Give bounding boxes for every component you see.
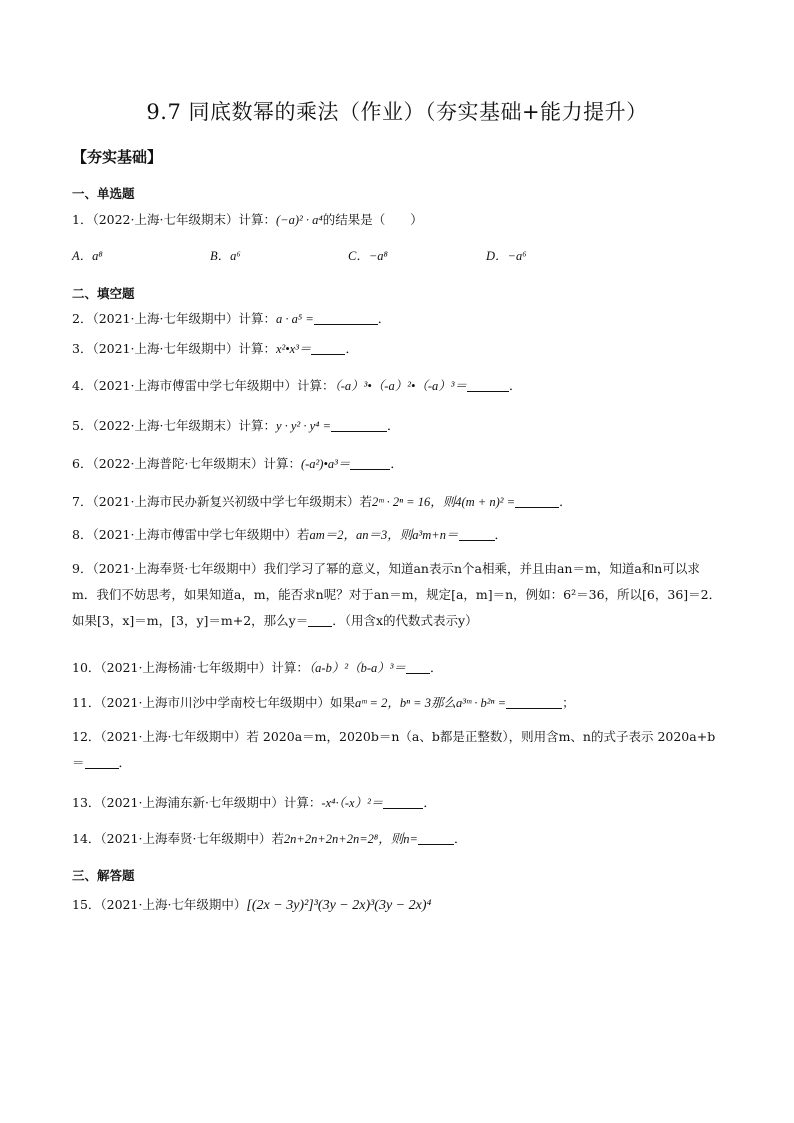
heading-solve: 三、解答题 (72, 868, 135, 883)
question-9 (72, 556, 722, 634)
q5-expression: y · y² · y⁴ = (275, 419, 332, 433)
q12-text: （2021·上海·七年级期中）若 2020a＝m，2020b＝n（a、b都是正整数），则用含m、n的式子表示 2020a+b＝ (72, 729, 716, 770)
q14-num: 14． (72, 831, 101, 846)
q15-num: 15． (72, 897, 101, 912)
q15-expression: [(2x − 3y)²]³(3y − 2x)³(3y − 2x)⁴ (246, 898, 432, 913)
q10-num: 10． (72, 660, 101, 675)
option-a: A．a⁸ (72, 249, 103, 263)
question-12: 12．（2021·上海·七年级期中）若 2020a＝m，2020b＝n（a、b都是正整数），则用含m、n的式子表示 2020a+b＝ ． (72, 729, 716, 770)
question-8: 8．（2021·上海市傅雷中学七年级期中）若am＝2，an＝3，则a³m+n＝ ． (72, 527, 508, 542)
q12-num: 12． (72, 729, 101, 744)
q2-expression: a · a⁵ = (275, 312, 314, 326)
question-4: 4．（2021·上海市傅雷中学七年级期中）计算：（-a）³•（-a）²•（-a）³＝ ． (72, 378, 522, 393)
q1-tail: 的结果是（ ） (322, 212, 423, 227)
answer-blank (418, 830, 454, 845)
section-label: 【夯实基础】 (72, 148, 163, 166)
q1-source: （2022·上海·七年级期末）计算： (92, 212, 276, 227)
q4-expression: （-a）³•（-a）²•（-a）³＝ (334, 379, 467, 393)
question-5: 5．（2022·上海·七年级期末）计算：y · y² · y⁴ = ． (72, 418, 400, 433)
question-3: 3．（2021·上海·七年级期中）计算：x²•x³＝ ． (72, 341, 358, 356)
q6-num: 6． (72, 456, 93, 471)
question-7: 7．（2021·上海市民办新复兴初级中学七年级期末）若2ᵐ · 2ⁿ = 16，则4(m + n)² = ． (72, 494, 572, 509)
q4-source: （2021·上海市傅雷中学七年级期中）计算： (92, 378, 335, 393)
q7-source: （2021·上海市民办新复兴初级中学七年级期末）若 (92, 494, 372, 509)
q6-expression: (-a²)•a³＝ (300, 457, 351, 471)
answer-blank (467, 377, 509, 392)
q14-source: （2021·上海奉贤·七年级期中）若 (100, 831, 284, 846)
q1-expression: (−a)² · a⁴ (275, 213, 323, 227)
answer-blank (350, 455, 390, 470)
q5-num: 5． (72, 418, 93, 433)
q3-expression: x²•x³＝ (275, 342, 312, 356)
q13-expression: -x⁴·（-x）²＝ (321, 796, 384, 810)
answer-blank (506, 694, 562, 709)
q6-source: （2022·上海普陀·七年级期末）计算： (92, 456, 301, 471)
answer-blank (314, 310, 378, 325)
answer-blank (308, 612, 332, 627)
q7-num: 7． (72, 494, 93, 509)
q11-expression: aᵐ = 2，bⁿ = 3那么a³ᵐ · b²ⁿ = (354, 696, 507, 710)
q3-num: 3． (72, 341, 93, 356)
question-1 (72, 207, 423, 233)
q8-num: 8． (72, 527, 93, 542)
q8-expression: am＝2，an＝3，则a³m+n＝ (309, 528, 459, 542)
heading-fill-blank: 二、填空题 (72, 286, 135, 301)
option-d: D．−a⁶ (486, 249, 527, 263)
option-c: C．−a⁸ (348, 249, 388, 263)
question-13: 13．（2021·上海浦东新·七年级期中）计算：-x⁴·（-x）²＝ ． (72, 795, 436, 810)
question-14: 14．（2021·上海奉贤·七年级期中）若2n+2n+2n+2n=2⁸，则n= ． (72, 831, 467, 846)
answer-blank (459, 526, 495, 541)
q11-source: （2021·上海市川沙中学南校七年级期中）如果 (100, 695, 355, 710)
q9-tail: ．（用含x的代数式表示y） (332, 613, 478, 628)
option-b: B．a⁶ (210, 249, 241, 263)
heading-single-choice: 一、单选题 (72, 186, 135, 201)
q10-expression: （a-b）²（b-a）³＝ (308, 661, 406, 675)
q11-num: 11． (72, 695, 101, 710)
q2-num: 2． (72, 311, 93, 326)
question-6: 6．（2022·上海普陀·七年级期末）计算：(-a²)•a³＝ ． (72, 456, 403, 471)
q4-num: 4． (72, 378, 93, 393)
q10-source: （2021·上海杨浦·七年级期中）计算： (100, 660, 309, 675)
answer-blank (311, 340, 345, 355)
answer-blank (383, 794, 423, 809)
q11-tail: ； (562, 695, 575, 710)
q13-source: （2021·上海浦东新·七年级期中）计算： (100, 795, 322, 810)
q3-source: （2021·上海·七年级期中）计算： (92, 341, 276, 356)
question-10: 10．（2021·上海杨浦·七年级期中）计算：（a-b）²（b-a）³＝ ． (72, 660, 443, 675)
answer-blank (406, 659, 430, 674)
q9-num: 9． (72, 561, 93, 576)
page-title: 9.7 同底数幂的乘法（作业）（夯实基础+能力提升） (146, 100, 648, 124)
answer-blank (515, 493, 559, 508)
question-2: 2．（2021·上海·七年级期中）计算：a · a⁵ = ． (72, 311, 391, 326)
q14-expression: 2n+2n+2n+2n=2⁸，则n= (283, 832, 418, 846)
q15-source: （2021·上海·七年级期中） (100, 897, 247, 912)
question-15 (72, 892, 431, 919)
answer-blank (85, 754, 119, 769)
q7-expression: 2ᵐ · 2ⁿ = 16，则4(m + n)² = (372, 495, 516, 509)
q8-source: （2021·上海市傅雷中学七年级期中）若 (92, 527, 310, 542)
q2-source: （2021·上海·七年级期中）计算： (92, 311, 276, 326)
question-11 (72, 690, 575, 716)
q13-num: 13． (72, 795, 101, 810)
q5-source: （2022·上海·七年级期末）计算： (92, 418, 276, 433)
q9-text: （2021·上海奉贤·七年级期中）我们学习了幂的意义，知道an表示n个a相乘，并且由an＝m，知道a和n可以求m．我们不妨思考，如果知道a，m，能否求n呢？对于an＝m，规定[a，m]＝n，例如：6²＝36，所以[6，36]＝2．如果[3，x]＝m，[3，y]＝m+2，那么y＝ (72, 561, 722, 628)
q1-num: 1． (72, 212, 93, 227)
answer-blank (331, 417, 387, 432)
